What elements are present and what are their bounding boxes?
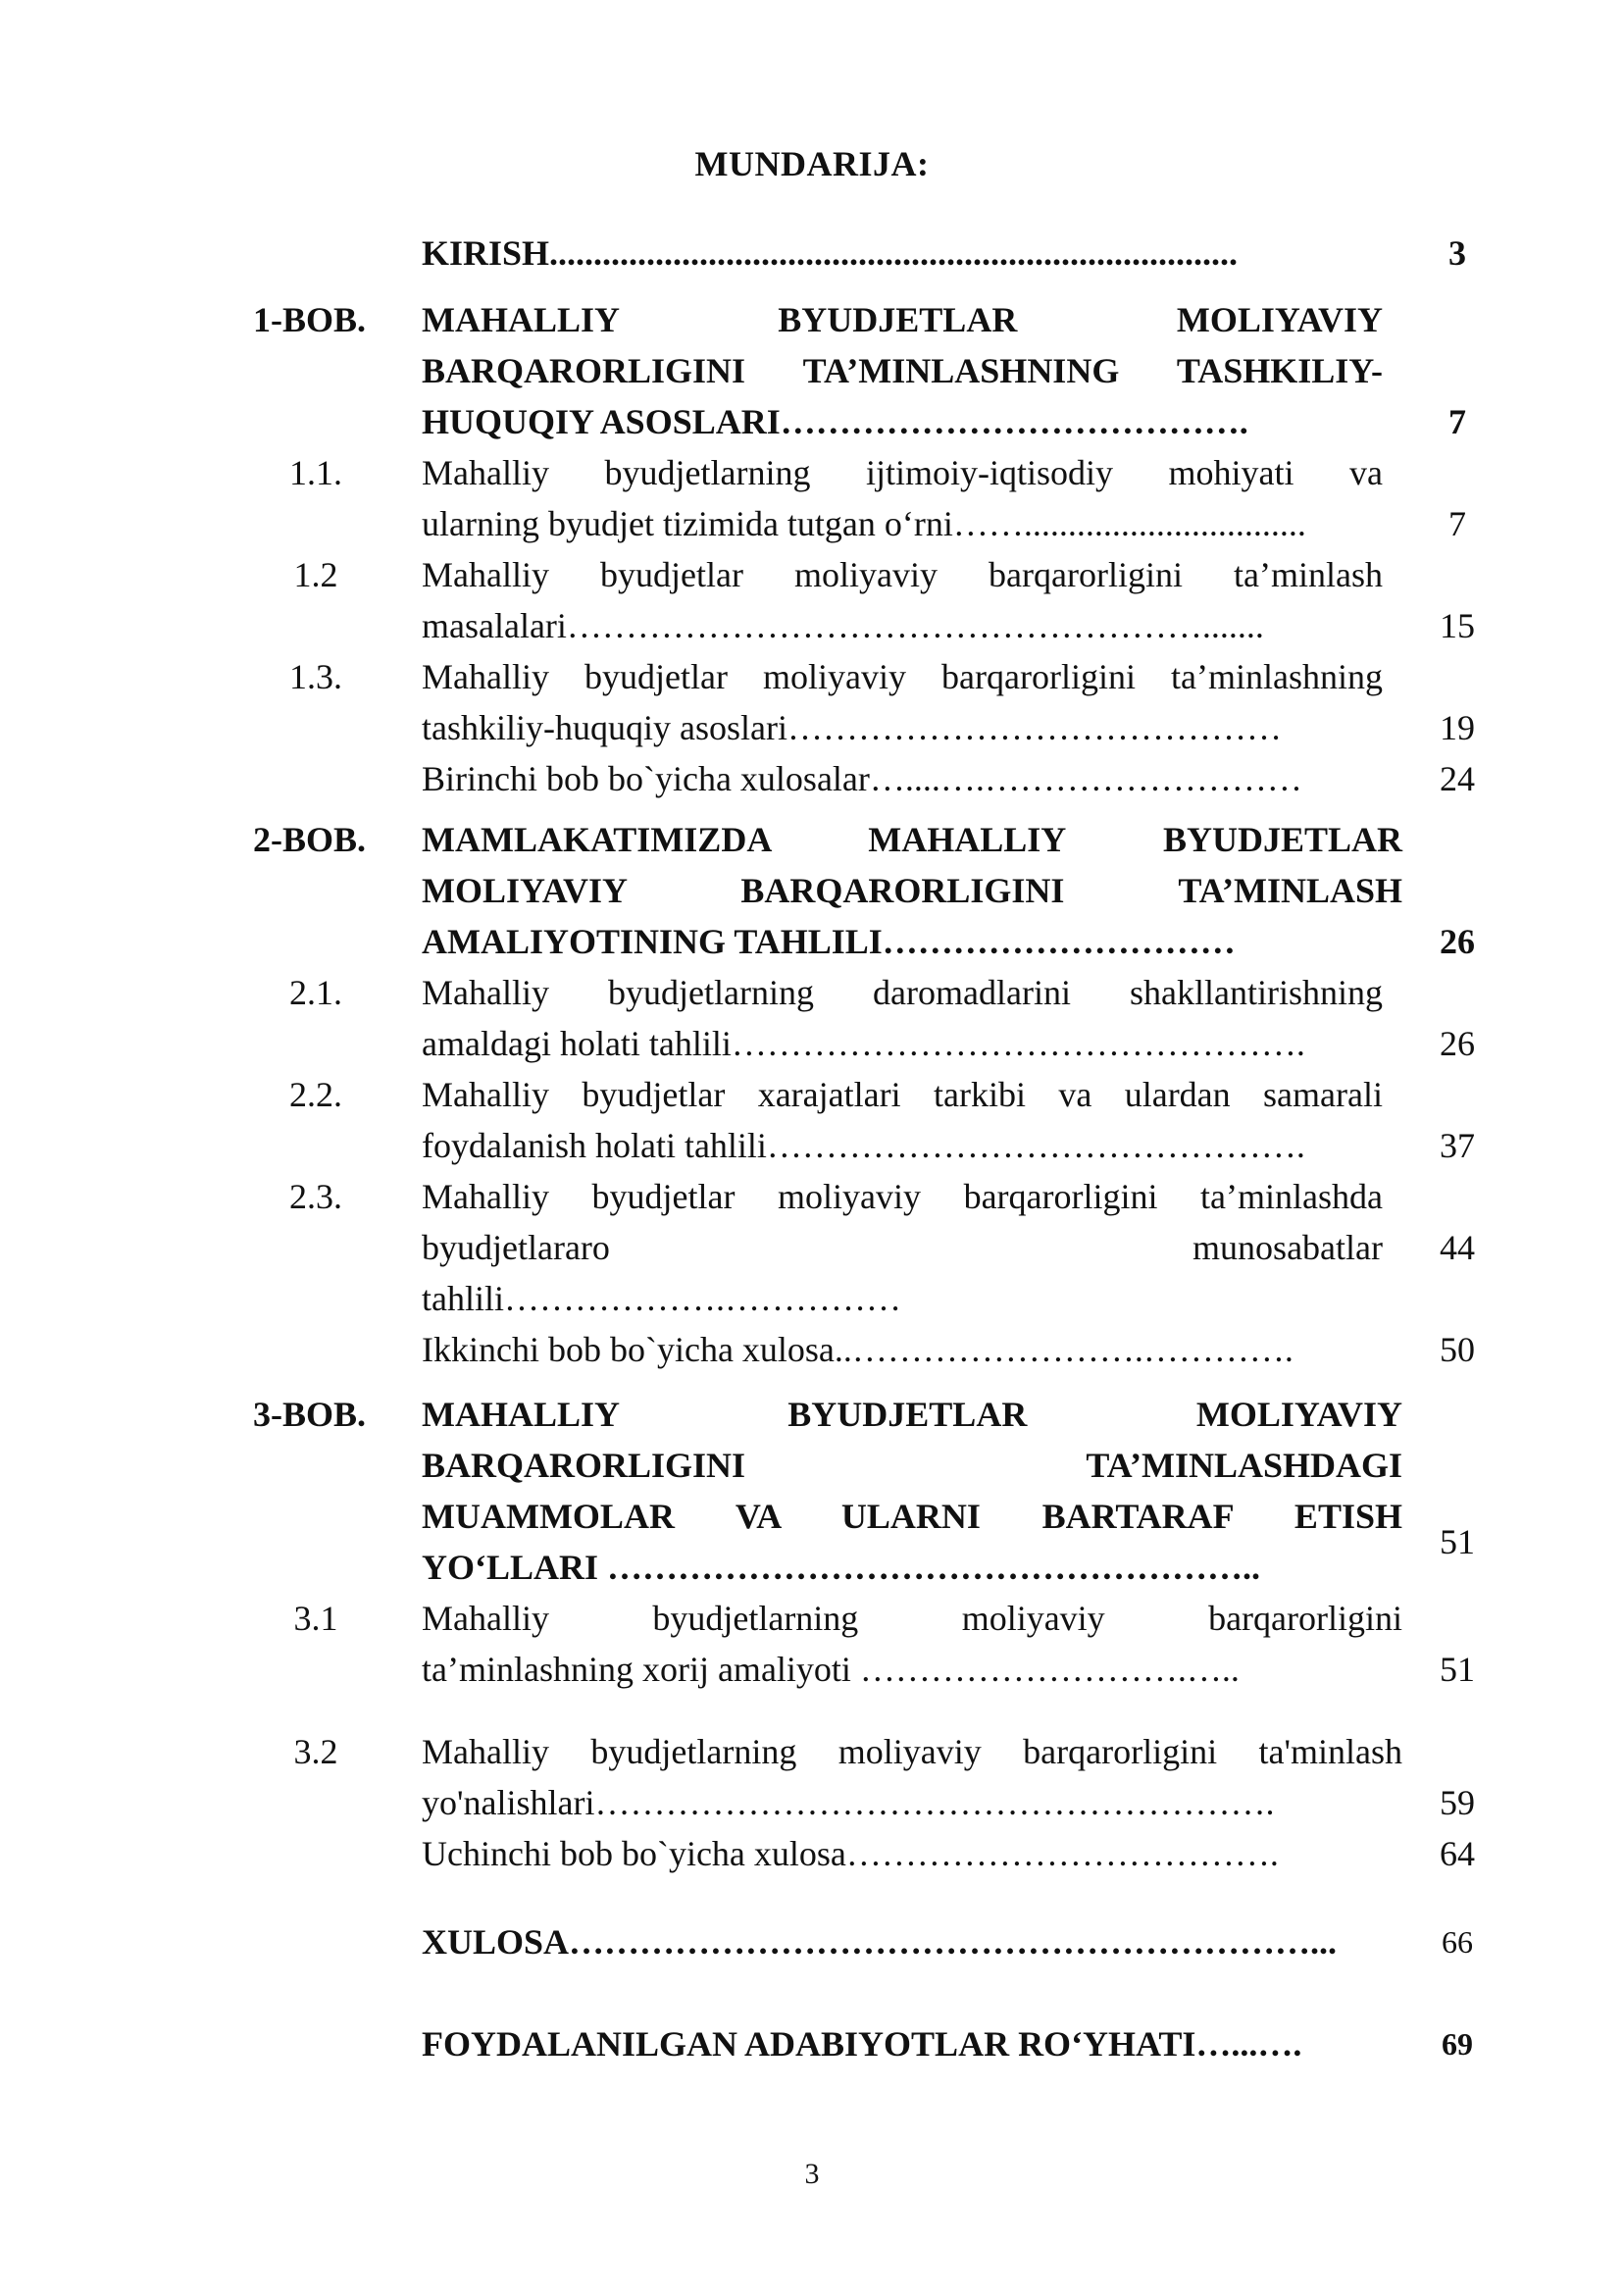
- section-2-3-line-3: tahlili……………….……………: [422, 1279, 901, 1318]
- chapter-3-summary-page: 64: [1440, 1834, 1475, 1873]
- chapter-2-summary-page: 50: [1440, 1330, 1475, 1369]
- chapter-3-title-line-1: MAHALLIY BYUDJETLAR MOLIYAVIY: [422, 1395, 1402, 1434]
- chapter-3-title-line-2: BARQARORLIGINI TA’MINLASHDAGI: [422, 1446, 1402, 1485]
- section-2-3-page: 44: [1440, 1228, 1475, 1267]
- section-1-1-page: 7: [1448, 504, 1466, 543]
- section-2-3-line-1: Mahalliy byudjetlar moliyaviy barqarorligini ta’minlashda: [422, 1177, 1383, 1216]
- section-2-1-number: 2.1.: [289, 973, 342, 1012]
- page-title: MUNDARIJA:: [694, 144, 930, 183]
- toc-entry-references: FOYDALANILGAN ADABIYOTLAR RO‘YHATI…...….: [422, 2024, 1302, 2064]
- section-2-2-page: 37: [1440, 1126, 1475, 1165]
- chapter-2-title-line-2: MOLIYAVIY BARQARORLIGINI TA’MINLASH: [422, 871, 1402, 910]
- section-3-1-line-2: ta’minlashning xorij amaliyoti ……………………….…..: [422, 1650, 1240, 1689]
- toc-entry-conclusion: XULOSA………………………………………………………...: [422, 1922, 1338, 1962]
- chapter-2-title-line-1: MAMLAKATIMIZDA MAHALLIY BYUDJETLAR: [422, 820, 1402, 859]
- section-2-2-number: 2.2.: [289, 1075, 342, 1114]
- section-3-2-page: 59: [1440, 1783, 1475, 1822]
- section-1-2-line-1: Mahalliy byudjetlar moliyaviy barqarorligini ta’minlash: [422, 555, 1383, 594]
- section-2-3-number: 2.3.: [289, 1177, 342, 1216]
- chapter-3-summary: Uchinchi bob bo`yicha xulosa……………………………….: [422, 1834, 1279, 1873]
- section-2-1-line-2: amaldagi holati tahlili………………………………………….: [422, 1024, 1305, 1063]
- section-1-2-page: 15: [1440, 606, 1475, 645]
- chapter-1-label: 1-BOB.: [253, 300, 367, 339]
- section-1-2-number: 1.2: [293, 555, 338, 594]
- section-3-2-line-2: yo'nalishlari………………………………………………….: [422, 1783, 1275, 1822]
- chapter-3-title-line-3: MUAMMOLAR VA ULARNI BARTARAF ETISH: [422, 1497, 1402, 1536]
- section-1-3-line-1: Mahalliy byudjetlar moliyaviy barqarorligini ta’minlashning: [422, 657, 1383, 696]
- chapter-1-summary-page: 24: [1440, 759, 1475, 798]
- section-1-1-line-1: Mahalliy byudjetlarning ijtimoiy-iqtisodiy mohiyati va: [422, 453, 1383, 492]
- chapter-2-label: 2-BOB.: [253, 820, 367, 859]
- section-3-2-number: 3.2: [293, 1732, 338, 1771]
- chapter-2-summary: Ikkinchi bob bo`yicha xulosa..…………………….………….: [422, 1330, 1294, 1369]
- chapter-1-title-line-3: HUQUQIY ASOSLARI………………………………….: [422, 402, 1248, 441]
- chapter-2-title-line-3: AMALIYOTINING TAHLILI…………………………: [422, 922, 1236, 961]
- section-2-2-line-1: Mahalliy byudjetlar xarajatlari tarkibi va ulardan samarali: [422, 1075, 1383, 1114]
- section-3-1-number: 3.1: [293, 1599, 338, 1638]
- section-2-2-line-2: foydalanish holati tahlili……………………………………….: [422, 1126, 1305, 1165]
- toc-entry-intro: KIRISH..............................................................................: [422, 233, 1239, 273]
- chapter-1-title-line-2: BARQARORLIGINI TA’MINLASHNING TASHKILIY-: [422, 351, 1383, 390]
- section-1-1-line-2: ularning byudjet tizimida tutgan o‘rni……................................: [422, 504, 1306, 543]
- section-3-1-page: 51: [1440, 1650, 1475, 1689]
- section-3-1-line-1: Mahalliy byudjetlarning moliyaviy barqarorligini: [422, 1599, 1402, 1638]
- page-number: 3: [804, 2158, 820, 2190]
- chapter-3-page: 51: [1440, 1522, 1475, 1561]
- toc-page-intro: 3: [1448, 233, 1466, 273]
- section-1-3-number: 1.3.: [289, 657, 342, 696]
- section-1-3-line-2: tashkiliy-huquqiy asoslari……………………………………: [422, 708, 1282, 747]
- chapter-1-summary: Birinchi bob bo`yicha xulosalar…....….………………………: [422, 759, 1302, 798]
- chapter-3-title-line-4: YO‘LLARI ………………………………………………..: [422, 1548, 1261, 1587]
- chapter-1-title-line-1: MAHALLIY BYUDJETLAR MOLIYAVIY: [422, 300, 1383, 339]
- toc-page-references: 69: [1442, 2026, 1473, 2062]
- chapter-2-page: 26: [1440, 922, 1475, 961]
- section-1-2-line-2: masalalari……………………………………………….......: [422, 606, 1264, 645]
- chapter-1-page: 7: [1448, 402, 1466, 441]
- section-1-3-page: 19: [1440, 708, 1475, 747]
- section-2-3-line-2: byudjetlararo munosabatlar: [422, 1228, 1383, 1267]
- toc-page-conclusion: 66: [1442, 1924, 1473, 1960]
- section-1-1-number: 1.1.: [289, 453, 342, 492]
- section-3-2-line-1: Mahalliy byudjetlarning moliyaviy barqarorligini ta'minlash: [422, 1732, 1402, 1771]
- section-2-1-page: 26: [1440, 1024, 1475, 1063]
- section-2-1-line-1: Mahalliy byudjetlarning daromadlarini shakllantirishning: [422, 973, 1383, 1012]
- chapter-3-label: 3-BOB.: [253, 1395, 367, 1434]
